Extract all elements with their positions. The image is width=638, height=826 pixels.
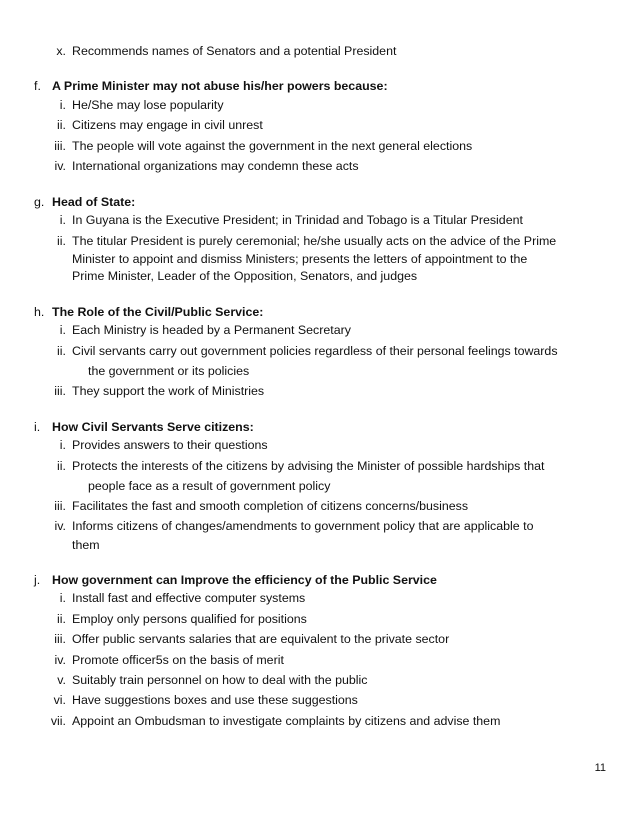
item-number: vii. xyxy=(50,714,66,728)
section-title: How Civil Servants Serve citizens: xyxy=(52,420,254,434)
item-number: i. xyxy=(59,213,66,227)
item-text: Civil servants carry out government policies regardless of their personal feelings towards xyxy=(72,344,558,358)
section-title: The Role of the Civil/Public Service: xyxy=(52,305,264,319)
item-text: Appoint an Ombudsman to investigate complaints by citizens and advise them xyxy=(72,714,501,728)
item-text-continued: the government or its policies xyxy=(88,364,250,378)
item-number: x. xyxy=(56,44,66,58)
item-text: The titular President is purely ceremonial; he/she usually acts on the advice of the Prime xyxy=(72,234,557,248)
item-text: Install fast and effective computer systems xyxy=(72,591,306,605)
item-number: iii. xyxy=(54,139,66,153)
section-heading xyxy=(0,192,638,212)
section-heading xyxy=(0,302,638,322)
item-number: ii. xyxy=(57,344,66,358)
item-text-continued: them xyxy=(72,538,100,552)
section-title: Head of State: xyxy=(52,195,136,209)
item-number: i. xyxy=(59,438,66,452)
item-number: ii. xyxy=(57,612,66,626)
item-number: i. xyxy=(59,323,66,337)
item-number: v. xyxy=(57,673,66,687)
item-text: Provides answers to their questions xyxy=(72,438,268,452)
item-number: ii. xyxy=(57,234,66,248)
item-text: He/She may lose popularity xyxy=(72,98,224,112)
item-text: Each Ministry is headed by a Permanent Secretary xyxy=(72,323,351,337)
item-number: ii. xyxy=(57,118,66,132)
item-text: Facilitates the fast and smooth completion of citizens concerns/business xyxy=(72,499,469,513)
item-text-continued: Prime Minister, Leader of the Opposition, Senators, and judges xyxy=(72,269,418,283)
item-text: Recommends names of Senators and a potential President xyxy=(72,44,397,58)
item-number: iv. xyxy=(54,653,66,667)
item-number: iii. xyxy=(54,499,66,513)
item-text: The people will vote against the government in the next general elections xyxy=(72,139,473,153)
item-text-continued: people face as a result of government policy xyxy=(88,479,331,493)
item-number: iii. xyxy=(54,384,66,398)
section-heading xyxy=(0,570,638,590)
item-number: iv. xyxy=(54,519,66,533)
section-heading xyxy=(0,417,638,437)
item-text: In Guyana is the Executive President; in Trinidad and Tobago is a Titular President xyxy=(72,213,523,227)
item-text: Have suggestions boxes and use these suggestions xyxy=(72,693,358,707)
section-letter: h. xyxy=(34,305,45,319)
item-text-continued: Minister to appoint and dismiss Ministers; presents the letters of appointment to the xyxy=(72,252,528,266)
item-number: i. xyxy=(59,98,66,112)
item-text: Promote officer5s on the basis of merit xyxy=(72,653,284,667)
item-text: Offer public servants salaries that are equivalent to the private sector xyxy=(72,632,450,646)
item-number: iv. xyxy=(54,159,66,173)
section-heading xyxy=(0,76,638,96)
item-number: iii. xyxy=(54,632,66,646)
item-text: Suitably train personnel on how to deal with the public xyxy=(72,673,368,687)
item-number: ii. xyxy=(57,459,66,473)
section-title: A Prime Minister may not abuse his/her powers because: xyxy=(52,79,388,93)
item-text: Informs citizens of changes/amendments to government policy that are applicable to xyxy=(72,519,534,533)
item-number: vi. xyxy=(53,693,66,707)
section-letter: g. xyxy=(34,195,45,209)
item-text: Protects the interests of the citizens by advising the Minister of possible hardships that xyxy=(72,459,545,473)
item-text: International organizations may condemn these acts xyxy=(72,159,359,173)
section-letter: i. xyxy=(34,420,41,434)
section-title: How government can Improve the efficiency of the Public Service xyxy=(52,573,437,587)
item-text: Citizens may engage in civil unrest xyxy=(72,118,263,132)
section-letter: f. xyxy=(34,79,41,93)
item-number: i. xyxy=(59,591,66,605)
item-text: They support the work of Ministries xyxy=(72,384,265,398)
page-number: 11 xyxy=(594,762,606,774)
item-text: Employ only persons qualified for positions xyxy=(72,612,307,626)
section-letter: j. xyxy=(34,573,41,587)
